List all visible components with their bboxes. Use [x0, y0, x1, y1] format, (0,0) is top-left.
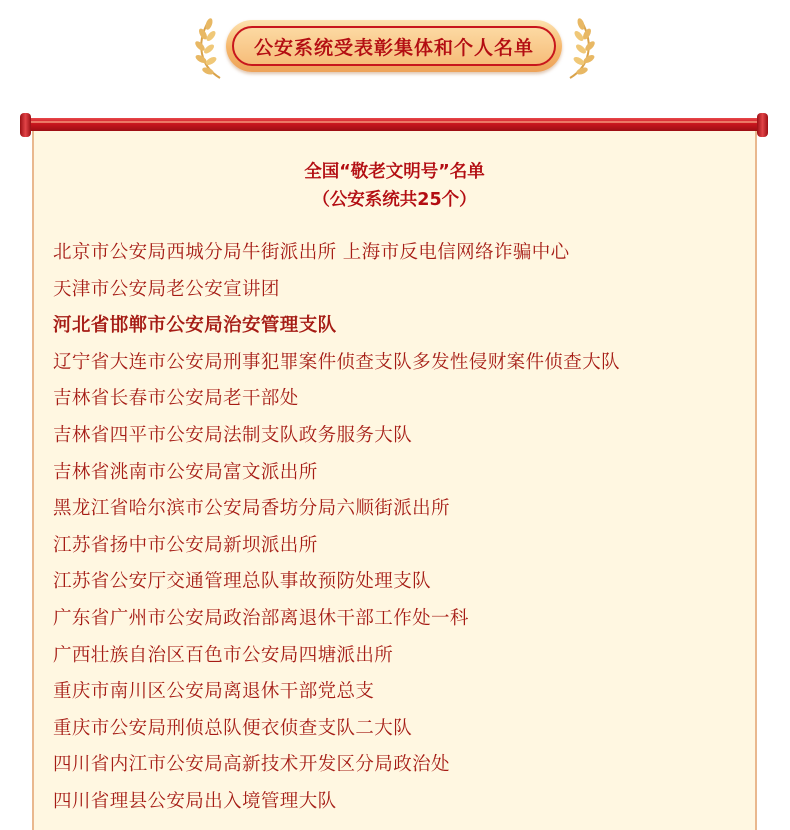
list-item: 重庆市公安局刑侦总队便衣侦查支队二大队	[53, 717, 413, 739]
list-item: 北京市公安局西城分局牛街派出所 上海市反电信网络诈骗中心	[53, 242, 570, 263]
header-banner	[0, 0, 790, 100]
scroll-rod-cap-left	[20, 113, 31, 137]
section-heading	[34, 158, 755, 214]
list-item: 吉林省长春市公安局老干部处	[53, 388, 299, 410]
scroll-rod-bar	[28, 118, 760, 131]
scroll-rod	[20, 113, 768, 137]
list-item: 河北省邯郸市公安局治安管理支队	[53, 315, 337, 337]
list-item: 黑龙江省哈尔滨市公安局香坊分局六顺街派出所	[53, 498, 450, 520]
scroll-paper	[32, 130, 757, 830]
laurel-left-icon	[190, 16, 230, 80]
section-title: 全国“敬老文明号”名单	[304, 162, 485, 182]
list-item: 广东省广州市公安局政治部离退休干部工作处一科	[53, 607, 469, 629]
list-item: 广西壮族自治区百色市公安局四塘派出所	[53, 644, 394, 666]
list-item: 江苏省公安厅交通管理总队事故预防处理支队	[53, 571, 432, 593]
list-item: 四川省理县公安局出入境管理大队	[53, 790, 337, 812]
honoree-list	[53, 235, 620, 821]
banner-pill	[226, 20, 562, 72]
banner-inner	[232, 26, 556, 66]
list-item: 重庆市南川区公安局离退休干部党总支	[53, 681, 375, 703]
list-item: 江苏省扬中市公安局新坝派出所	[53, 534, 318, 556]
list-item: 吉林省洮南市公安局富文派出所	[53, 461, 318, 483]
list-item: 天津市公安局老公安宣讲团	[53, 278, 280, 300]
laurel-right-icon	[560, 16, 600, 80]
list-item: 四川省内江市公安局高新技术开发区分局政治处	[53, 754, 450, 776]
banner-title: 公安系统受表彰集体和个人名单	[253, 36, 534, 59]
section-subtitle: （公安系统共25个）	[312, 190, 477, 210]
list-item: 吉林省四平市公安局法制支队政务服务大队	[53, 424, 413, 446]
list-item: 辽宁省大连市公安局刑事犯罪案件侦查支队多发性侵财案件侦查大队	[53, 351, 621, 373]
scroll-rod-cap-right	[757, 113, 768, 137]
